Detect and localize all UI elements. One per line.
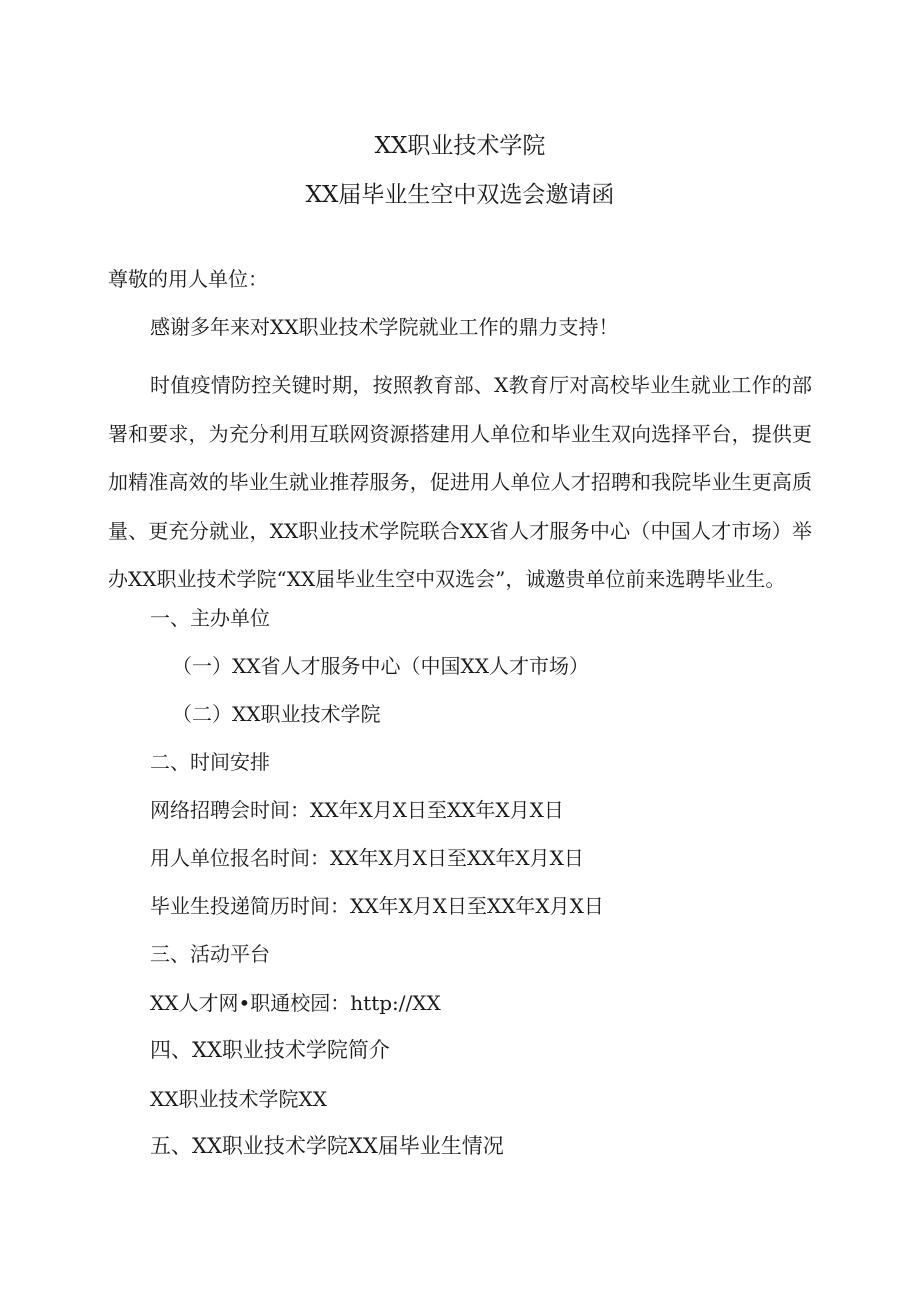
section-heading-organizers: 一、主办单位	[150, 606, 270, 630]
section-heading-schedule: 二、时间安排	[150, 750, 270, 774]
schedule-item: 毕业生投递简历时间：XX年X月X日至XX年X月X日	[150, 894, 604, 918]
section-heading-intro: 四、XX职业技术学院简介	[150, 1038, 390, 1062]
document-title-school: XX职业技术学院	[374, 133, 546, 159]
document-title-invitation: XX届毕业生空中双选会邀请函	[305, 182, 615, 208]
organizer-item: （一）XX省人才服务中心（中国XX人才市场）	[172, 654, 589, 678]
greeting: 尊敬的用人单位：	[108, 267, 268, 291]
platform-text: XX人才网•职通校园：http://XX	[150, 991, 441, 1015]
body-paragraph: 时值疫情防控关键时期，按照教育部、X教育厅对高校毕业生就业工作的部署和要求，为充分利用互联网资源搭建用人单位和毕业生双向选择平台，提供更加精准高效的毕业生就业推荐服务，促进用人单位人才招聘和我院毕业生更高质量、更充分就业，XX职业技术学院联合XX省人才服务中心（中国人才市场）举办XX职业技术学院“XX届毕业生空中双选会”，诚邀贵单位前来选聘毕业生。	[108, 373, 812, 591]
organizer-item: （二）XX职业技术学院	[172, 702, 381, 726]
intro-text: XX职业技术学院XX	[150, 1087, 327, 1111]
schedule-item: 用人单位报名时间：XX年X月X日至XX年X月X日	[150, 846, 584, 870]
schedule-item: 网络招聘会时间：XX年X月X日至XX年X月X日	[150, 798, 564, 822]
section-heading-platform: 三、活动平台	[150, 942, 270, 966]
section-heading-graduates: 五、XX职业技术学院XX届毕业生情况	[150, 1134, 504, 1158]
thanks-paragraph: 感谢多年来对XX职业技术学院就业工作的鼎力支持！	[150, 315, 619, 339]
